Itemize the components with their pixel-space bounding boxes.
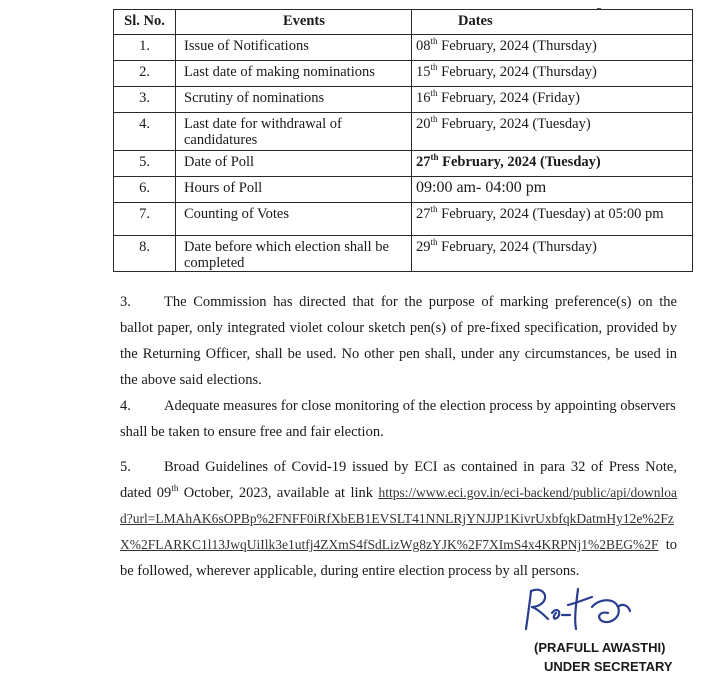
signatory-designation: UNDER SECRETARY — [544, 659, 673, 674]
table-row — [114, 61, 693, 87]
table-row — [114, 35, 693, 61]
row-sl-no: 1. — [114, 35, 176, 61]
date-ordinal-suffix: th — [430, 88, 438, 99]
row-date — [412, 113, 693, 151]
row-date — [412, 151, 693, 177]
paragraph-4 — [120, 393, 677, 445]
date-value: 27 — [416, 154, 431, 170]
paragraph-number: 5. — [120, 459, 131, 475]
date-rest: February, 2024 (Thursday) — [437, 38, 597, 54]
row-event: Scrutiny of nominations — [176, 87, 412, 113]
row-sl-no: 2. — [114, 61, 176, 87]
paragraph-5 — [120, 454, 677, 584]
date-rest: February, 2024 (Tuesday) — [437, 116, 591, 132]
row-date — [412, 236, 693, 272]
row-sl-no: 5. — [114, 151, 176, 177]
table-row — [114, 203, 693, 236]
row-date — [412, 203, 693, 236]
row-event: Issue of Notifications — [176, 35, 412, 61]
date-rest: February, 2024 (Friday) — [437, 90, 580, 106]
row-event: Last date of making nominations — [176, 61, 412, 87]
date-value: 29 — [416, 239, 431, 255]
row-event: Hours of Poll — [176, 177, 412, 203]
paragraph-text-mid: October, 2023, available at link — [178, 485, 379, 501]
header-dates: Dates — [412, 10, 693, 35]
paragraph-3 — [120, 289, 677, 393]
signature-image — [518, 585, 658, 635]
row-event: Date of Poll — [176, 151, 412, 177]
date-ordinal-suffix: th — [430, 152, 439, 163]
date-rest: February, 2024 (Tuesday) at 05:00 pm — [437, 206, 664, 222]
row-event: Counting of Votes — [176, 203, 412, 236]
row-sl-no: 6. — [114, 177, 176, 203]
date-rest: February, 2024 (Thursday) — [437, 64, 597, 80]
paragraph-number: 4. — [120, 398, 131, 414]
superscript: th — [171, 483, 179, 494]
row-date — [412, 35, 693, 61]
row-sl-no: 7. — [114, 203, 176, 236]
paragraph-text-end: to be followed, wherever applicable, during entire election process by all persons. — [120, 537, 677, 579]
election-schedule-table — [113, 9, 693, 272]
header-sl-no: Sl. No. — [114, 10, 176, 35]
table-row — [114, 113, 693, 151]
row-sl-no: 8. — [114, 236, 176, 272]
table-row — [114, 87, 693, 113]
date-rest: February, 2024 (Thursday) — [437, 239, 597, 255]
guidelines-link[interactable]: https://www.eci.gov.in/eci-backend/public/api/download?url=LMAhAK6sOPBp%2FNFF0iRfXbEB1EVSLT41NNLRjYNJJP1KivrUxbfqkDatmHy12e%2FzX%2FLARKC1l13JwqUiIlk3e1utfj4ZXmS4fSdLizWg8zYJK%2F7XImS4x4KRPNj1%2BEG%2F — [120, 485, 677, 552]
row-sl-no: 3. — [114, 87, 176, 113]
date-rest: February, 2024 (Tuesday) — [438, 154, 601, 170]
date-ordinal-suffix: th — [430, 36, 438, 47]
table-row — [114, 151, 693, 177]
date-ordinal-suffix: th — [430, 204, 438, 215]
row-date — [412, 87, 693, 113]
header-events: Events — [176, 10, 412, 35]
date-value: 16 — [416, 90, 431, 106]
paragraph-text: The Commission has directed that for the purpose of marking preference(s) on the ballot paper, only integrated violet colour sketch pen(s) of pre-fixed specification, provided by the Returning Officer, shall be used. No other pen shall, under any circumstances, be used in the above said elections. — [120, 294, 677, 388]
paragraph-text: Broad Guidelines of Covid-19 issued by ECI as contained in para 32 of Press Note, dated 09 — [120, 459, 677, 501]
date-value: 27 — [416, 206, 431, 222]
date-ordinal-suffix: th — [430, 62, 438, 73]
date-value: 20 — [416, 116, 431, 132]
row-sl-no: 4. — [114, 113, 176, 151]
table-header-row — [114, 10, 693, 35]
date-value: 08 — [416, 38, 431, 54]
signatory-name: (PRAFULL AWASTHI) — [534, 640, 666, 655]
paragraph-text: Adequate measures for close monitoring of the election process by appointing observers shall be taken to ensure free and fair election. — [120, 398, 676, 440]
row-date — [412, 177, 693, 203]
table-row — [114, 177, 693, 203]
date-value: 09:00 am- 04:00 pm — [416, 179, 547, 196]
row-event: Last date for withdrawal of candidatures — [176, 113, 412, 151]
date-value: 15 — [416, 64, 431, 80]
date-ordinal-suffix: th — [430, 237, 438, 248]
paragraph-number: 3. — [120, 294, 131, 310]
date-ordinal-suffix: th — [430, 114, 438, 125]
row-event: Date before which election shall be completed — [176, 236, 412, 272]
row-date — [412, 61, 693, 87]
table-row — [114, 236, 693, 272]
